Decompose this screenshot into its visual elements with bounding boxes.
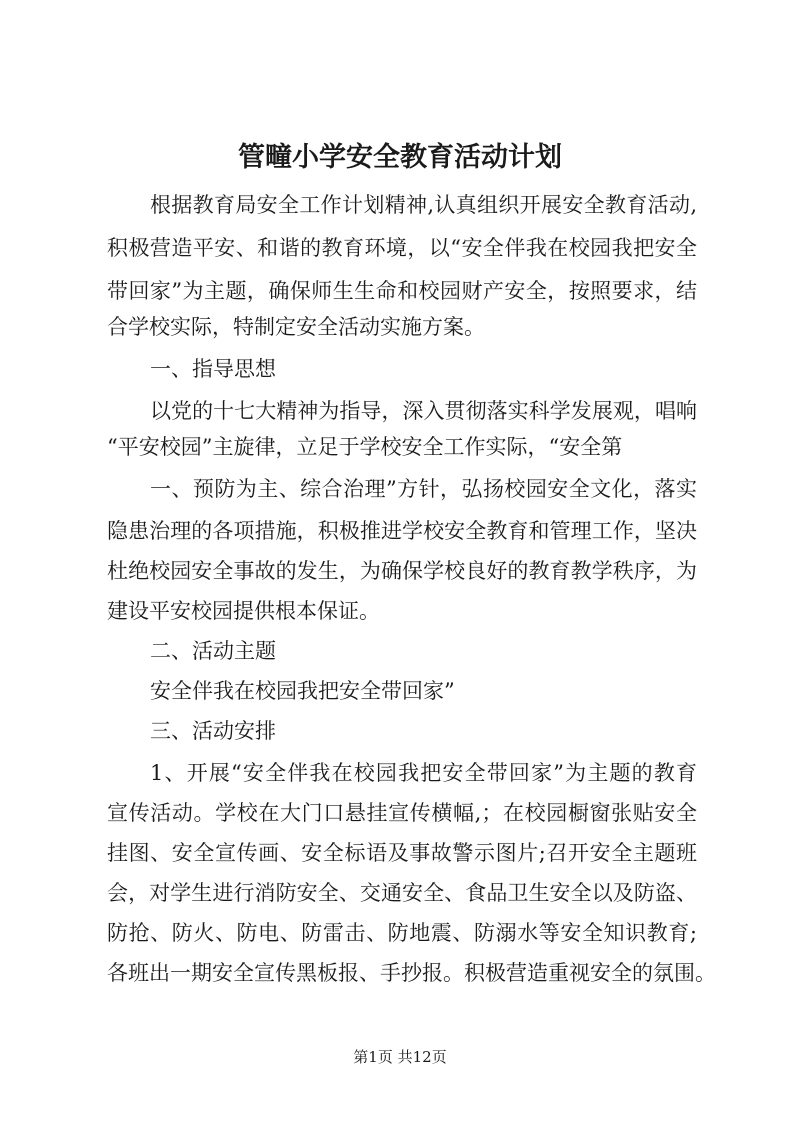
paragraph-line: 隐患治理的各项措施，积极推进学校安全教育和管理工作，坚决 (107, 519, 697, 543)
paragraph-line: 一、预防为主、综合治理”方针，弘扬校园安全文化，落实 (150, 477, 697, 501)
section-heading: 一、指导思想 (150, 357, 276, 381)
document-title: 管疃小学安全教育活动计划 (238, 142, 562, 173)
paragraph-line: 宣传活动。学校在大门口悬挂宣传横幅,；在校园橱窗张贴安全 (107, 801, 697, 825)
paragraph-line: 建设平安校园提供根本保证。 (107, 599, 380, 623)
paragraph-line: 杜绝校园安全事故的发生，为确保学校良好的教育教学秩序，为 (107, 559, 697, 583)
paragraph-line: 1、开展“安全伴我在校园我把安全带回家”为主题的教育 (150, 761, 697, 785)
paragraph-line: 积极营造平安、和谐的教育环境，以“安全伴我在校园我把安全 (107, 236, 697, 260)
paragraph-line: 带回家”为主题，确保师生生命和校园财产安全，按照要求，结 (107, 279, 697, 303)
paragraph-line: 各班出一期安全宣传黑板报、手抄报。积极营造重视安全的氛围。 (107, 961, 716, 985)
paragraph-line: 合学校实际，特制定安全活动实施方案。 (107, 315, 485, 339)
paragraph-line: 会，对学生进行消防安全、交通安全、食品卫生安全以及防盗、 (107, 881, 697, 905)
paragraph-line: 防抢、防火、防电、防雷击、防地震、防溺水等安全知识教育; (107, 921, 697, 945)
paragraph-line: 安全伴我在校园我把安全带回家” (150, 679, 455, 703)
paragraph-line: 以党的十七大精神为指导，深入贯彻落实科学发展观，唱响 (150, 399, 697, 423)
paragraph-line: 根据教育局安全工作计划精神,认真组织开展安全教育活动, (150, 193, 697, 217)
page-number-footer: 第1页 共12页 (353, 1048, 447, 1066)
section-heading: 二、活动主题 (150, 639, 276, 663)
section-heading: 三、活动安排 (150, 719, 276, 743)
paragraph-line: “平安校园”主旋律，立足于学校安全工作实际，“安全第 (107, 435, 623, 459)
paragraph-line: 挂图、安全宣传画、安全标语及事故警示图片;召开安全主题班 (107, 841, 697, 865)
